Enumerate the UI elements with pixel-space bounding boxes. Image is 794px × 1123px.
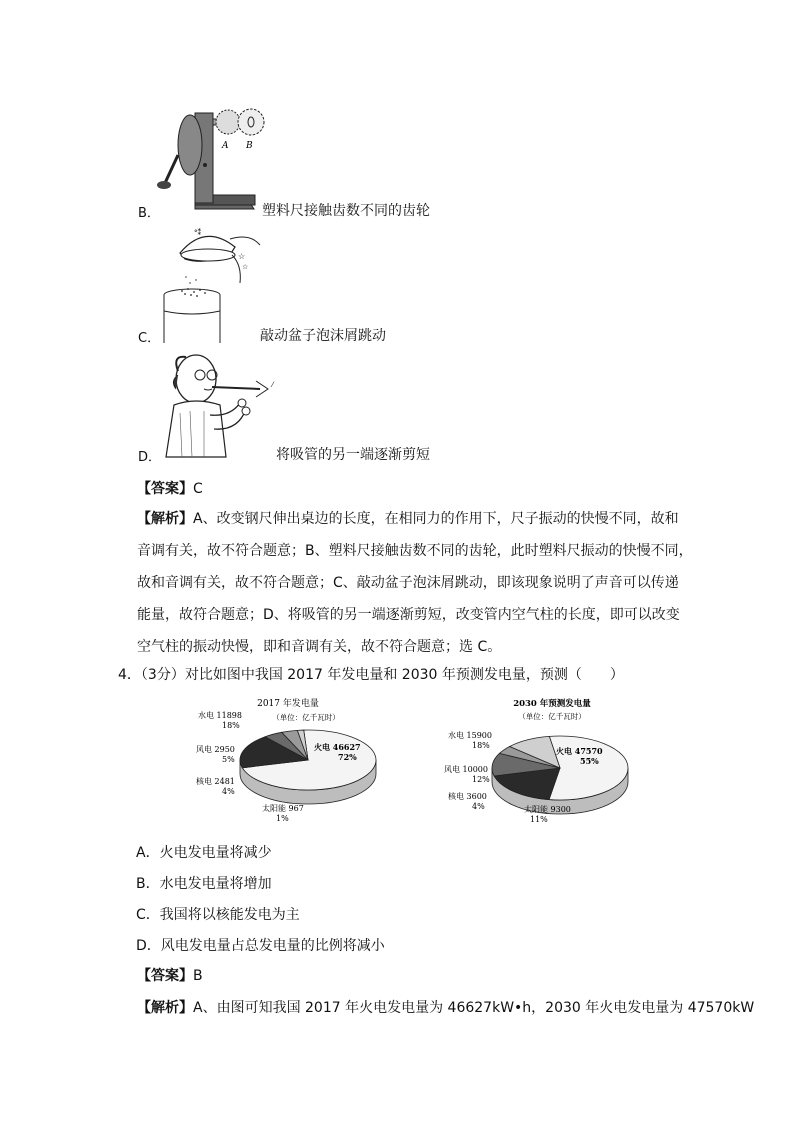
answer-value: C [193,481,203,497]
pie-label-太阳能: 太阳能 9300 [524,805,571,814]
analysis-line-2: 音调有关，故不符合题意；B、塑料尺接触齿数不同的齿轮，此时塑料尺振动的快慢不同， [137,543,693,559]
svg-text:⁄: ⁄ [272,381,274,389]
pie-label-火电: 火电 46627 [314,742,361,752]
pie-label-核电: 核电 3600 [448,792,487,801]
option-4c: C．我国将以核能发电为主 [136,907,300,923]
pie-chart-2017 [188,692,388,822]
pie-percent-水电: 18% [222,721,240,730]
answer-4-label: 【答案】 [137,968,193,984]
pie-label-核电: 核电 2481 [196,777,235,786]
answer-line [137,478,203,498]
svg-text:°⁑: °⁑ [194,229,201,237]
pie-percent-水电: 18% [472,741,490,750]
analysis-label: 【解析】 [137,511,193,527]
answer-4-line [137,965,203,985]
option-d-caption: 将吸管的另一端逐渐剪短 [276,447,430,463]
pie-label-火电: 火电 47570 [556,746,603,756]
option-4a: A．火电发电量将减少 [136,845,272,861]
pie-percent-核电: 4% [222,787,235,796]
analysis-line-4: 能量，故符合题意；D、将吸管的另一端逐渐剪短，改变管内空气柱的长度，即可以改变 [137,607,680,623]
gear-label-b: B [246,141,253,151]
pie-chart-2030 [430,692,640,832]
pie-percent-太阳能: 1% [276,814,289,822]
analysis-block [137,503,697,663]
drum-foam-illustration [160,225,270,345]
pie-label-风电: 风电 2950 [196,745,235,754]
pie-percent-火电: 72% [338,752,357,762]
pie-percent-风电: 5% [222,755,235,764]
analysis-4-line [137,997,755,1017]
chart-2030-title: 2030 年预测发电量 [513,699,591,709]
option-d-letter: D． [138,450,162,465]
pie-percent-太阳能: 11% [530,815,548,824]
pie-percent-风电: 12% [472,775,490,784]
chart-2017-subtitle: （单位：亿千瓦时） [272,713,340,722]
analysis-4-text: A、由图可知我国 2017 年火电发电量为 46627kW•h，2030 年火电发电量为 47570kW [193,1000,755,1016]
pie-label-水电: 水电 11898 [198,711,242,720]
analysis-4-label: 【解析】 [137,1000,193,1016]
gear-label-a: A [222,141,229,151]
svg-text:☆: ☆ [238,252,246,261]
pie-label-水电: 水电 15900 [448,731,492,740]
option-4b: B．水电发电量将增加 [136,876,272,892]
pie-percent-火电: 55% [580,756,599,766]
option-c-letter: C． [138,331,161,346]
pie-label-风电: 风电 10000 [444,765,488,774]
gear-apparatus-illustration [150,95,270,215]
option-4d: D．风电发电量占总发电量的比例将减小 [136,938,385,954]
option-b-letter: B． [138,206,160,221]
answer-4-value: B [193,968,203,984]
analysis-line-5: 空气柱的振动快慢，即和音调有关，故不符合题意；选 C。 [137,639,502,655]
svg-text:☆: ☆ [242,263,249,271]
straw-cutting-illustration [160,345,280,460]
analysis-line-1: 【解析】A、改变钢尺伸出桌边的长度，在相同力的作用下，尺子振动的快慢不同，故和 [137,511,679,527]
question-4-stem: 4．（3分）对比如图中我国 2017 年发电量和 2030 年预测发电量，预测（ ） [118,667,624,683]
option-c-caption: 敲动盆子泡沫屑跳动 [260,328,386,344]
chart-2030-subtitle: （单位：亿千瓦时） [518,712,586,721]
analysis-line-3: 故和音调有关，故不符合题意；C、敲动盆子泡沫屑跳动，即该现象说明了声音可以传递 [137,575,679,591]
option-b-caption: 塑料尺接触齿数不同的齿轮 [262,203,430,219]
chart-2017-title: 2017 年发电量 [257,699,319,709]
answer-label: 【答案】 [137,481,193,497]
pie-label-太阳能: 太阳能 967 [262,804,304,813]
pie-percent-核电: 4% [472,802,485,811]
